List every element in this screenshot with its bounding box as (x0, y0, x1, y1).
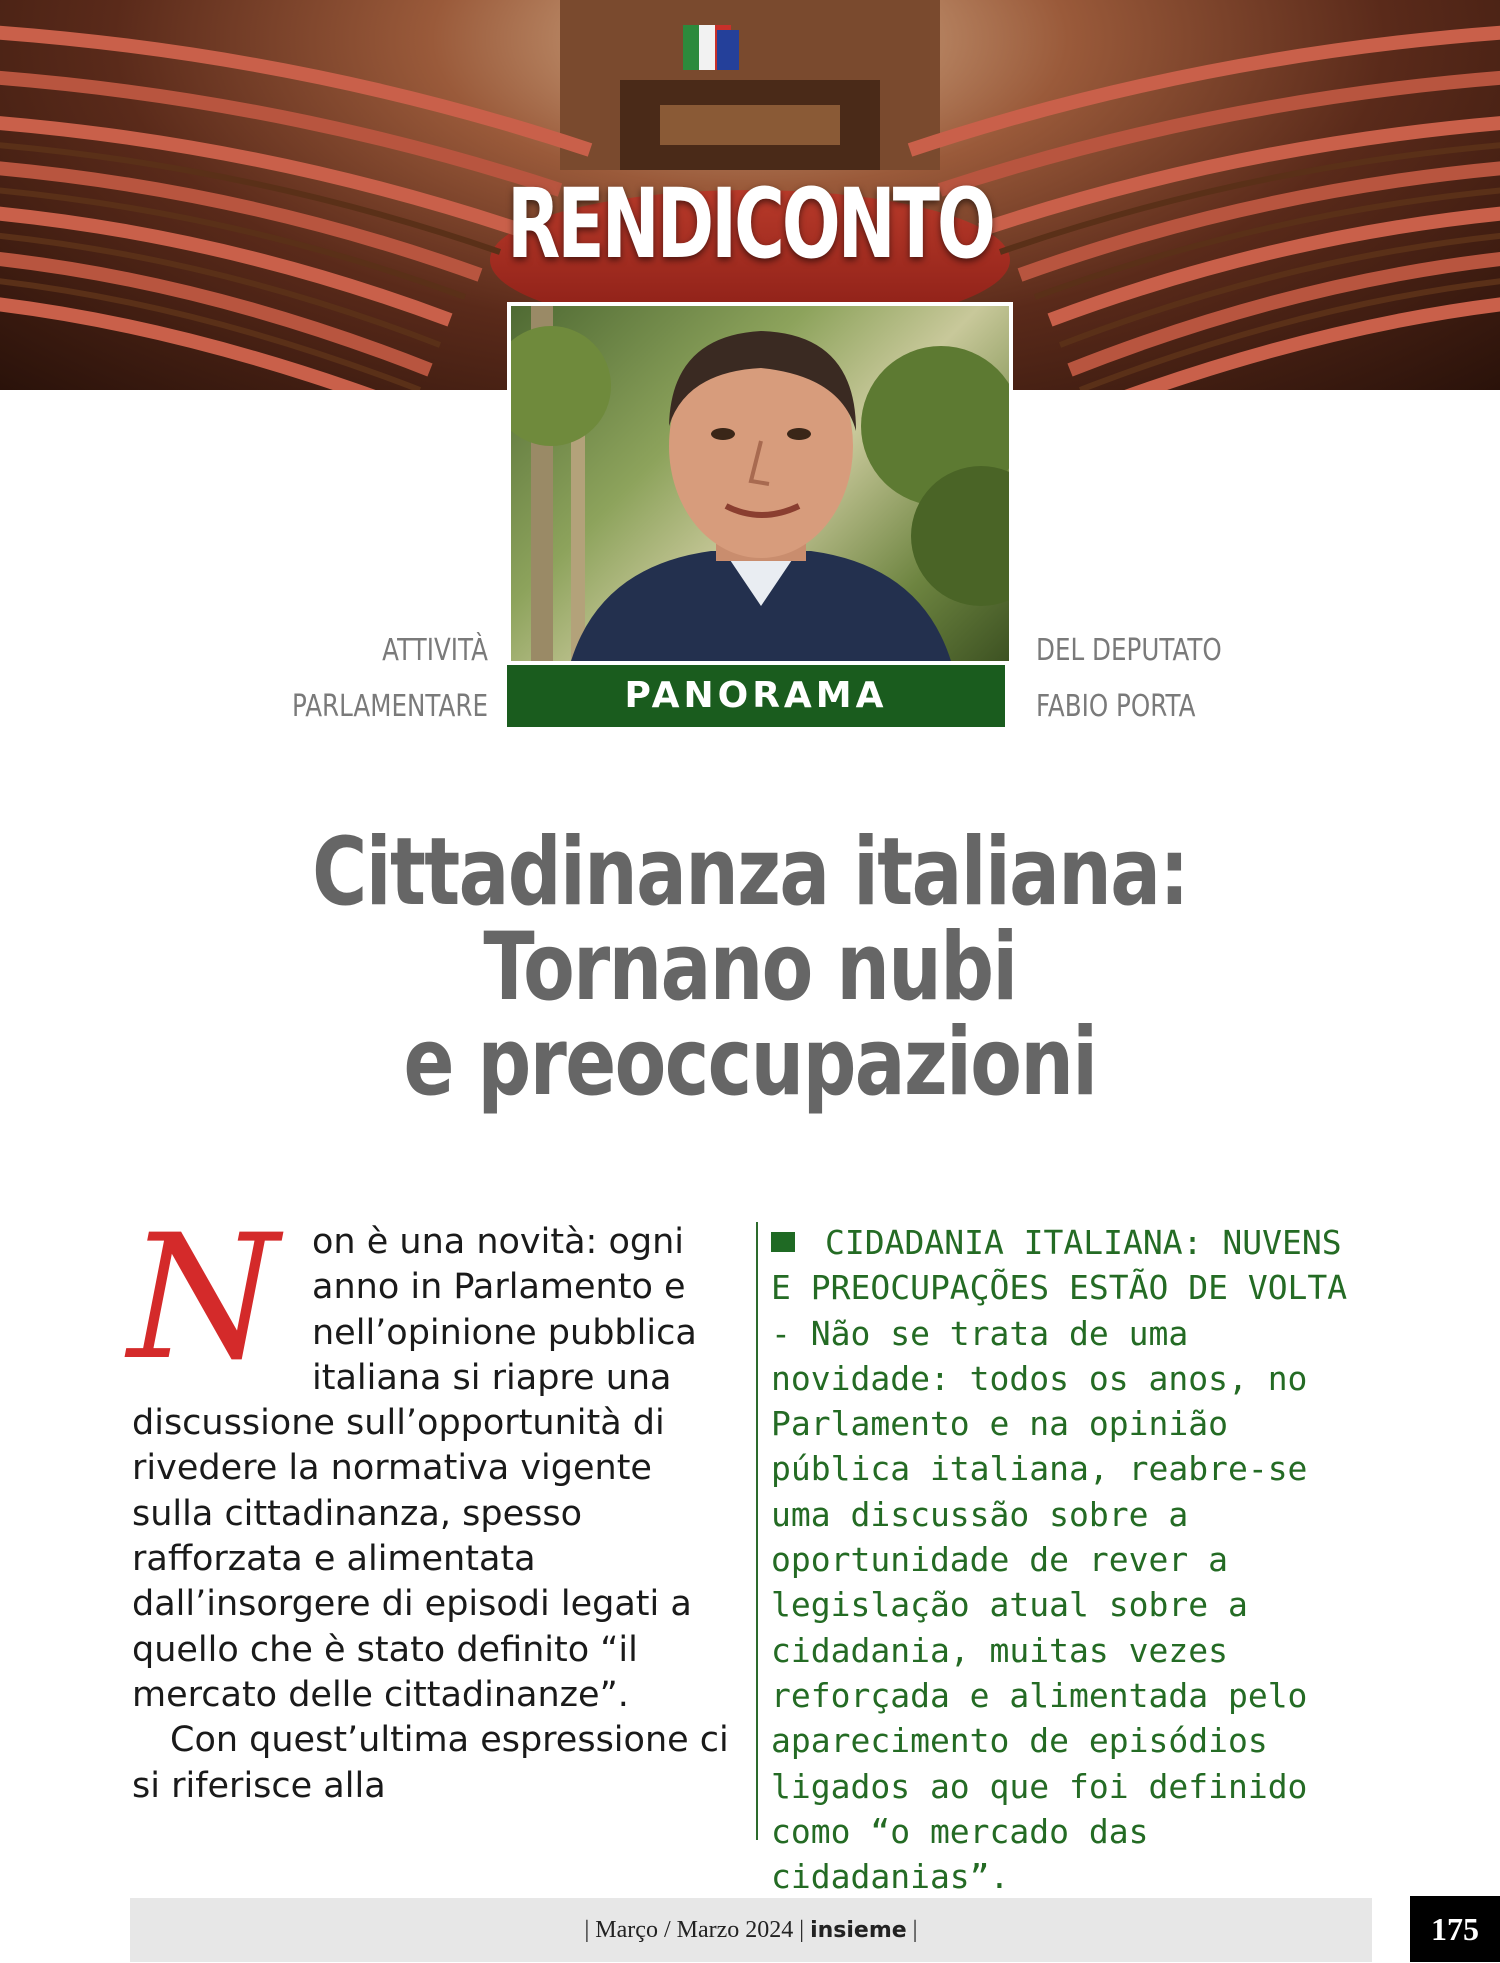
footer-bar (130, 1898, 1372, 1962)
portrait-illustration (511, 306, 1009, 661)
square-bullet-icon (771, 1232, 795, 1252)
footer-brand-logo: insieme (810, 1918, 907, 1943)
footer-separator: | (912, 1917, 918, 1943)
footer-issue-date: | Março / Marzo 2024 | (584, 1917, 805, 1943)
label-activity: ATTIVITÀ (382, 633, 488, 668)
label-author-name: FABIO PORTA (1036, 689, 1196, 724)
headline-line-3: e preoccupazioni (403, 1008, 1097, 1117)
portuguese-body: - Não se trata de uma novidade: todos os anos, no Parlamento e na opinião pública italiana, reabre-se uma discussão sobre a oportunidade de rever a legislação atual sobre a cidadania, muitas vezes reforçada e alimentada pelo aparecimento de episódios ligados ao que foi definido como “o mercado das cidadanias”. (771, 1313, 1308, 1897)
label-parliamentary: PARLAMENTARE (291, 689, 488, 724)
headline-line-1: Cittadinanza italiana: (312, 818, 1188, 927)
italian-paragraph-2: Con quest’ultima espressione ci si riferisce alla (132, 1720, 729, 1806)
column-label-left (276, 623, 488, 735)
italian-paragraph-1: on è una novità: ogni anno in Parlamento e nell’opinione pubblica italiana si riapre una discussione sull’opportunità di rivedere la normativa vigente sulla cittadinanza, spesso rafforzata e alimentata dall’insorgere di episodi legati a quello che è stato definito “il mercato delle cittadinanze”. (132, 1222, 697, 1715)
article-headline (0, 818, 1500, 1117)
author-portrait (507, 302, 1013, 665)
column-label-right (1036, 623, 1282, 735)
page-number: 175 (1410, 1896, 1500, 1962)
section-title: RENDICONTO (507, 168, 993, 280)
drop-cap: N (128, 1197, 279, 1398)
headline-line-2: Tornano nubi (483, 913, 1017, 1022)
article-body-portuguese (771, 1220, 1371, 1899)
article-body-italian (128, 1197, 732, 1809)
panorama-badge: PANORAMA (507, 665, 1005, 727)
portuguese-heading: CIDADANIA ITALIANA: NUVENS E PREOCUPAÇÕES ESTÃO DE VOLTA (771, 1223, 1348, 1308)
column-divider (756, 1222, 758, 1840)
label-deputy: DEL DEPUTATO (1036, 633, 1222, 668)
